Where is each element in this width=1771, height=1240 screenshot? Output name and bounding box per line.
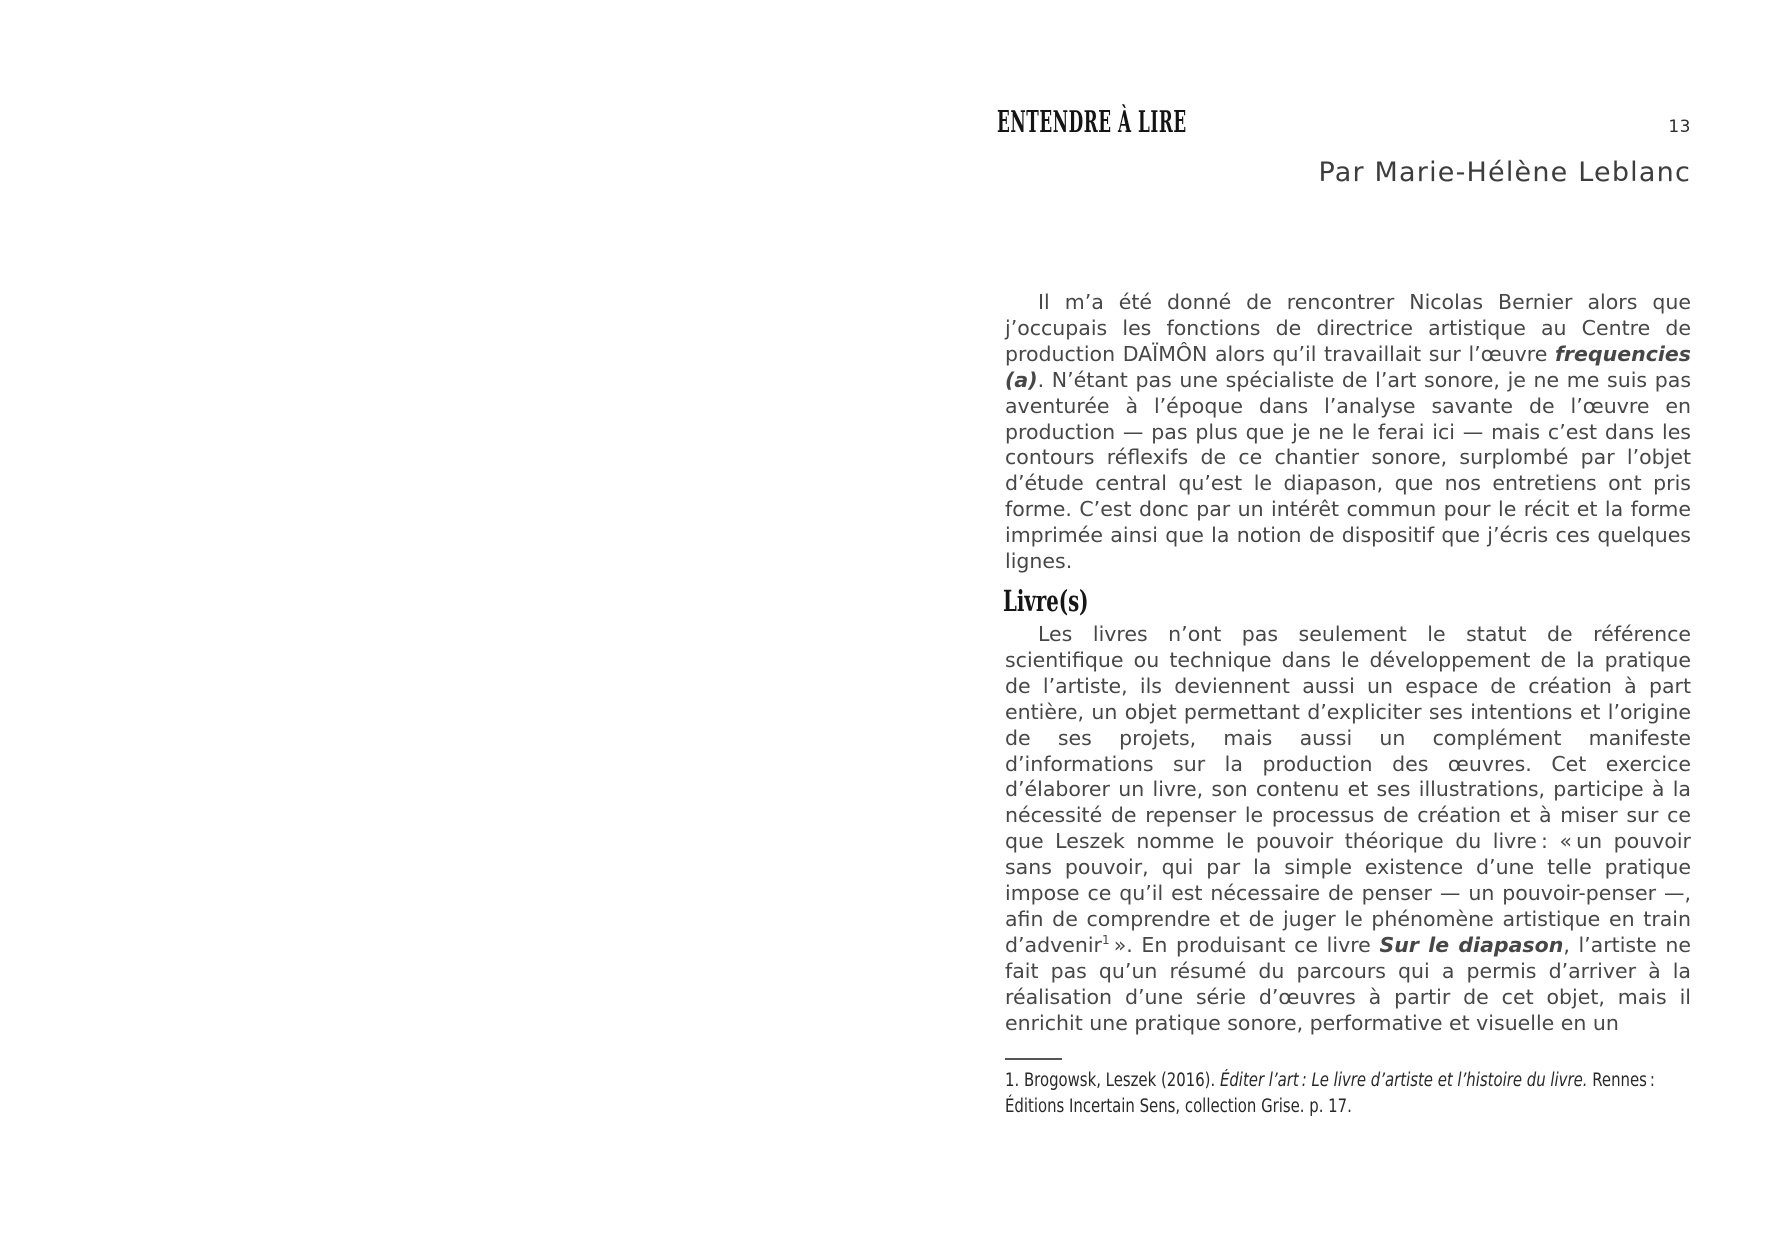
text-run: 1. Brogowsk, Leszek (2016). — [1005, 1070, 1220, 1091]
article-title-text: ENTENDRE À LIRE — [997, 105, 1187, 140]
footnote-ref: 1 — [1101, 933, 1110, 948]
paragraph-livres — [1005, 622, 1691, 1037]
text-run: Les livres n’ont pas seulement le statut de référence scientifique ou technique dans le développement de la pratique de l’artiste, ils deviennent aussi un espace de création à part entière, un objet permettant d’expliciter ses intentions et l’origine de ses projets, mais aussi un complément manifeste d’informations sur la production des œuvres. Cet exercice d’élaborer un livre, son contenu et ses illustrations, participe à la nécessité de repenser le processus de création et à miser sur ce que Leszek nomme le pouvoir théorique du livre : « un pouvoir sans pouvoir, qui par la simple existence d’une telle pratique impose ce qu’il est nécessaire de penser — un pouvoir-penser —, afin de comprendre et de juger le phénomène artistique en train d’advenir — [1005, 622, 1691, 957]
work-title-frequencies: frequencies (a) — [1005, 341, 1691, 392]
section-heading-text: Livre(s) — [1003, 584, 1089, 618]
text-run: Rennes : Éditions Incertain Sens, collection Grise. p. 17. — [1005, 1070, 1655, 1117]
cited-work-title: Éditer l’art : Le livre d’artiste et l’histoire du livre. — [1219, 1070, 1588, 1091]
footnote-text — [1005, 1068, 1691, 1119]
article-title — [997, 107, 1336, 139]
section-heading-livres — [1003, 585, 1129, 617]
footnote-rule — [1005, 1058, 1062, 1060]
work-title-sur-le-diapason: Sur le diapason — [1379, 932, 1564, 957]
footnote — [1005, 1058, 1771, 1119]
text-run: , l’artiste ne fait pas qu’un résumé du parcours qui a permis d’arriver à la réalisation d’une série d’œuvres à partir de cet objet, mais il enrichit une pratique sonore, performative et visuelle en un — [1005, 932, 1691, 1035]
text-run: Il m’a été donné de rencontrer Nicolas Bernier alors que j’occupais les fonctions de directrice artistique au Centre de production DAÏMÔN alors qu’il travaillait sur l’œuvre — [1005, 290, 1691, 366]
byline: Par Marie-Hélène Leblanc — [1318, 157, 1691, 188]
page-number: 13 — [1668, 117, 1691, 137]
paragraph-intro — [1005, 290, 1691, 575]
text-run: . N’étant pas une spécialiste de l’art sonore, je ne me suis pas aventurée à l’époque dans l’analyse savante de l’œuvre en production — pas plus que je ne le ferai ici — mais c’est dans les contours réflexifs de ce chantier sonore, surplombé par l’objet d’étude central qu’est le diapason, que nos entretiens ont pris forme. C’est donc par un intérêt commun pour le récit et la forme imprimée ainsi que la notion de dispositif que j’écris ces quelques lignes. — [1005, 367, 1691, 574]
text-run: ». En produisant ce livre — [1109, 932, 1380, 957]
